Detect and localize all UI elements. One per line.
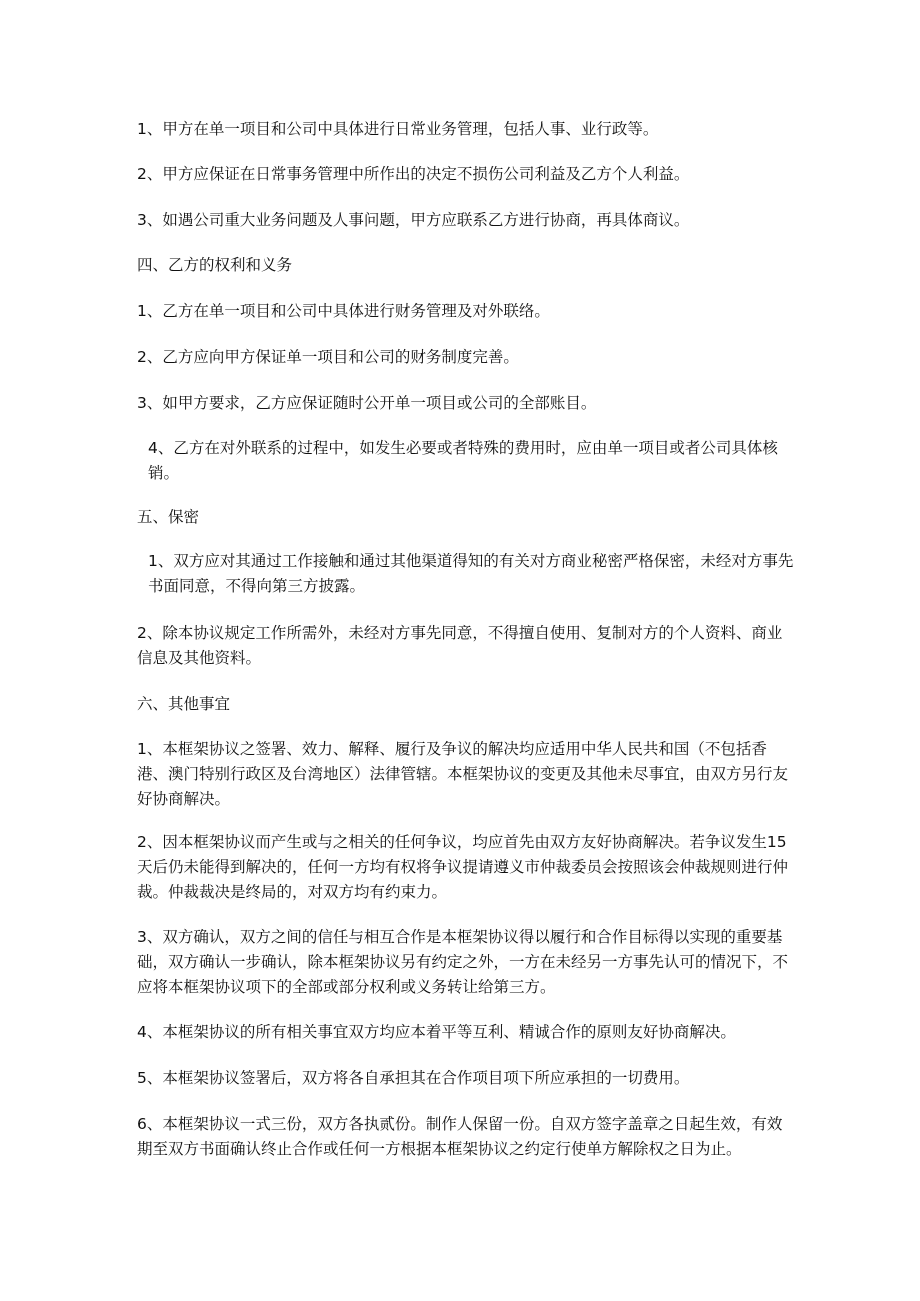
paragraph-2: 2、甲方应保证在日常事务管理中所作出的决定不损伤公司利益及乙方个人利益。	[137, 165, 690, 183]
paragraph-1: 1、甲方在单一项目和公司中具体进行日常业务管理，包括人事、业行政等。	[137, 120, 659, 138]
paragraph-17: 5、本框架协议签署后，双方将各自承担其在合作项目项下所应承担的一切费用。	[137, 1069, 690, 1087]
paragraph-11: 2、除本协议规定工作所需外，未经对方事先同意，不得擅自使用、复制对方的个人资料、商业信息及其他资料。	[137, 624, 783, 667]
paragraph-14: 2、因本框架协议而产生或与之相关的任何争议，均应首先由双方友好协商解决。若争议发生15天后仍未能得到解决的，任何一方均有权将争议提请遵义市仲裁委员会按照该会仲裁规则进行仲裁。仲裁裁决是终局的，对双方均有约束力。	[137, 833, 789, 901]
paragraph-5: 1、乙方在单一项目和公司中具体进行财务管理及对外联络。	[137, 302, 550, 320]
paragraph-6: 2、乙方应向甲方保证单一项目和公司的财务制度完善。	[137, 348, 519, 366]
paragraph-8: 4、乙方在对外联系的过程中，如发生必要或者特殊的费用时，应由单一项目或者公司具体核销。	[148, 439, 778, 482]
paragraph-18: 6、本框架协议一式三份，双方各执贰份。制作人保留一份。自双方签字盖章之日起生效，有效期至双方书面确认终止合作或任何一方根据本框架协议之约定行使单方解除权之日为止。	[137, 1115, 783, 1158]
paragraph-7: 3、如甲方要求，乙方应保证随时公开单一项目或公司的全部账目。	[137, 394, 597, 412]
paragraph-16: 4、本框架协议的所有相关事宜双方均应本着平等互利、精诚合作的原则友好协商解决。	[137, 1023, 736, 1041]
section-heading-5: 五、保密	[137, 508, 200, 526]
paragraph-13: 1、本框架协议之签署、效力、解释、履行及争议的解决均应适用中华人民共和国（不包括香港、澳门特别行政区及台湾地区）法律管辖。本框架协议的变更及其他未尽事宜，由双方另行友好协商解决。	[137, 740, 789, 808]
paragraph-10: 1、双方应对其通过工作接触和通过其他渠道得知的有关对方商业秘密严格保密，未经对方事先书面同意，不得向第三方披露。	[148, 552, 794, 595]
section-heading-4: 四、乙方的权利和义务	[137, 256, 293, 274]
paragraph-3: 3、如遇公司重大业务问题及人事问题，甲方应联系乙方进行协商，再具体商议。	[137, 211, 690, 229]
paragraph-15: 3、双方确认，双方之间的信任与相互合作是本框架协议得以履行和合作目标得以实现的重要基础，双方确认一步确认，除本框架协议另有约定之外，一方在未经另一方事先认可的情况下，不应将本框架协议项下的全部或部分权利或义务转让给第三方。	[137, 928, 789, 996]
section-heading-6: 六、其他事宜	[137, 695, 231, 713]
